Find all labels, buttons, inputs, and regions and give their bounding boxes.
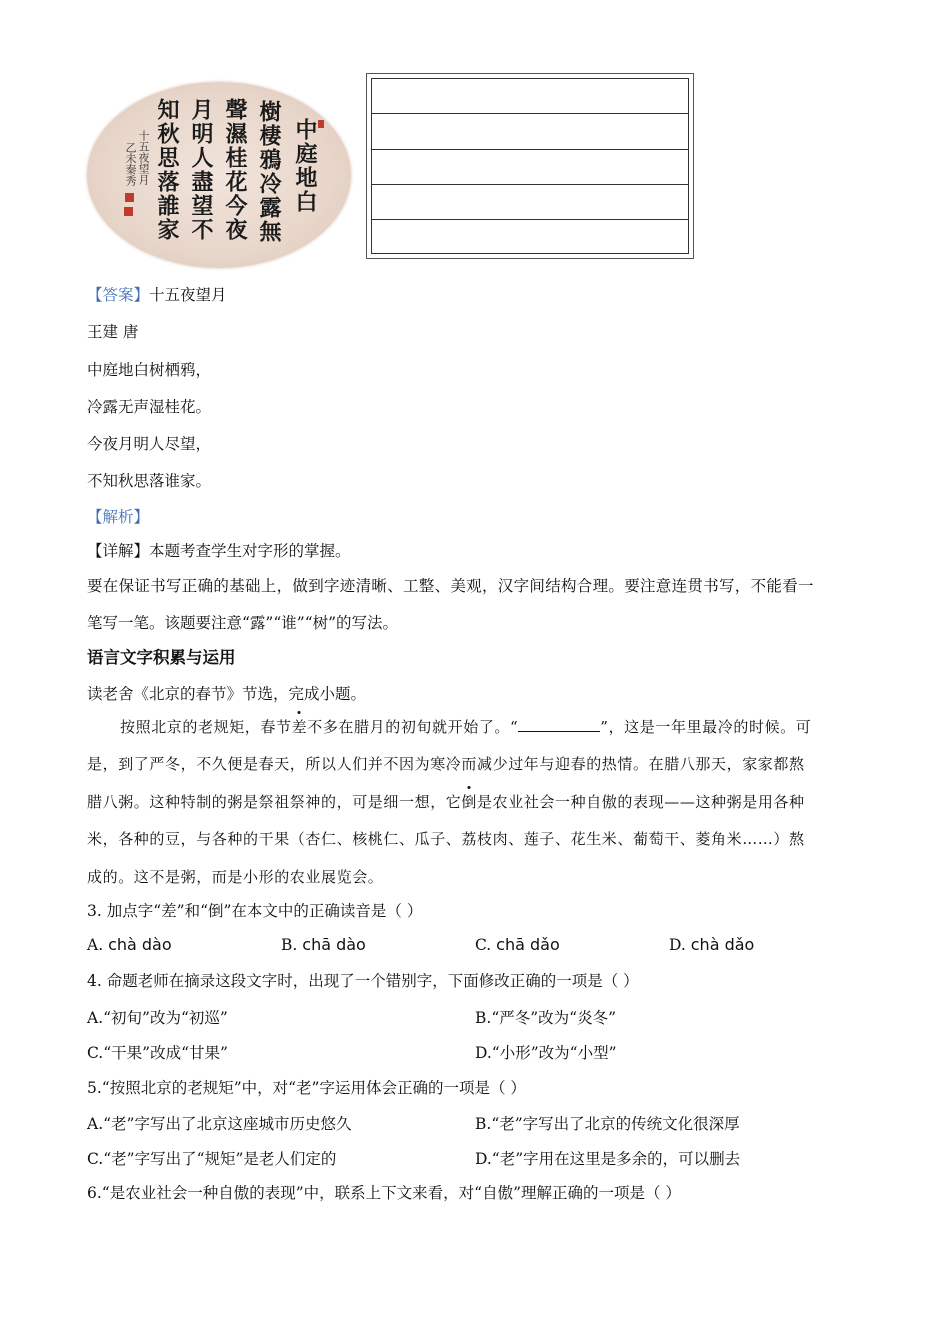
option-label: A. [87,936,104,954]
grid-line [372,219,688,220]
section-heading: 语言文字积累与运用 [87,648,236,667]
calligraphy-column-3: 聲濕桂花今夜 [222,98,248,242]
q4-option-c[interactable]: C.“干果”改成“甘果” [87,1044,228,1062]
poem-author: 王建 唐 [87,323,139,341]
question-6-stem: 6.“是农业社会一种自傲的表现”中，联系上下文来看，对“自傲”理解正确的一项是（ ） [87,1184,681,1202]
calligraphy-column-4: 月明人盡望不 [188,98,214,242]
poem-line-1: 中庭地白树栖鸦， [87,361,212,379]
option-text: chà dào [108,935,172,954]
passage-text: ”，这是一年里最冷的时候。可 [600,718,812,736]
q5-option-a[interactable]: A.“老”字写出了北京这座城市历史悠久 [87,1115,352,1133]
section-intro: 读老舍《北京的春节》节选，完成小题。 [87,685,367,703]
poem-line-4: 不知秋思落谁家。 [87,472,212,490]
writing-grid-frame [371,78,689,254]
calligraphy-column-1: 中庭地白 [292,118,318,214]
option-label: B. [281,936,298,954]
q3-option-c[interactable] [475,935,560,954]
passage-text: 腊八粥。这种特制的粥是祭祖祭神的，可是细一想，它 [87,793,462,811]
q4-option-a[interactable]: A.“初旬”改为“初巡” [87,1009,228,1027]
q3-option-d[interactable] [669,935,754,954]
q4-option-b[interactable]: B.“严冬”改为“炎冬” [475,1009,617,1027]
passage-line-2: 是，到了严冬，不久便是春天，所以人们并不因为寒冷而减少过年与迎春的热情。在腊八那天，家家都熬 [87,755,805,773]
grid-line [372,184,688,185]
seal-stamp-3 [318,120,324,128]
writing-grid[interactable] [366,73,694,259]
calligraphy-signature-2: 乙未秦秀 [124,142,137,186]
option-label: D. [669,936,686,954]
q4-option-d[interactable]: D.“小形”改为“小型” [475,1044,617,1062]
fill-blank[interactable] [518,717,600,732]
calligraphy-column-2: 樹棲鴉冷露無 [256,100,282,244]
passage-line-5: 成的。这不是粥，而是小形的农业展览会。 [87,868,384,886]
seal-stamp-2 [124,207,133,216]
q3-option-b[interactable] [281,935,366,954]
option-text: chā dào [302,935,366,954]
answer-tag: 【答案】 [87,286,150,304]
passage-text: 按照北京的老规矩，春节 [120,718,292,736]
analysis-detail: 【详解】本题考查学生对字形的掌握。 [87,542,351,560]
grid-line [372,113,688,114]
poem-line-3: 今夜月明人尽望， [87,435,212,453]
question-3-stem: 3. 加点字“差”和“倒”在本文中的正确读音是（ ） [87,902,423,920]
dotted-char: 差 [291,718,308,736]
grid-line [372,149,688,150]
question-4-stem: 4. 命题老师在摘录这段文字时，出现了一个错别字，下面修改正确的一项是（ ） [87,972,639,990]
answer-line [87,284,227,306]
analysis-body-line-2: 笔写一笔。该题要注意“露”“谁”“树”的写法。 [87,614,399,632]
analysis-tag: 【解析】 [87,508,150,526]
analysis-body-line-1: 要在保证书写正确的基础上，做到字迹清晰、工整、美观，汉字间结构合理。要注意连贯书写，不能看一 [87,577,814,595]
q3-option-a[interactable] [87,935,172,954]
option-text: chā dǎo [496,935,560,954]
option-label: C. [475,936,492,954]
poem-line-2: 冷露无声湿桂花。 [87,398,212,416]
passage-text: 不多在腊月的初旬就开始了。“ [307,718,519,736]
passage-text: 是农业社会一种自傲的表现——这种粥是用各种 [477,793,805,811]
answer-title: 十五夜望月 [149,286,227,304]
passage-line-4: 米，各种的豆，与各种的干果（杏仁、核桃仁、瓜子、荔枝肉、莲子、花生米、葡萄干、菱角米……）熬 [87,830,805,848]
dotted-char: 倒 [461,793,478,811]
passage-line-1 [120,716,811,738]
calligraphy-signature: 十五夜望月 [137,130,150,185]
question-5-stem: 5.“按照北京的老规矩”中，对“老”字运用体会正确的一项是（ ） [87,1079,526,1097]
q5-option-c[interactable]: C.“老”字写出了“规矩”是老人们定的 [87,1150,337,1168]
q5-option-b[interactable]: B.“老”字写出了北京的传统文化很深厚 [475,1115,740,1133]
option-text: chà dǎo [690,935,755,954]
seal-stamp [125,193,134,202]
q5-option-d[interactable]: D.“老”字用在这里是多余的，可以删去 [475,1150,741,1168]
calligraphy-column-5: 知秋思落誰家 [154,98,180,242]
passage-line-3 [87,791,805,813]
